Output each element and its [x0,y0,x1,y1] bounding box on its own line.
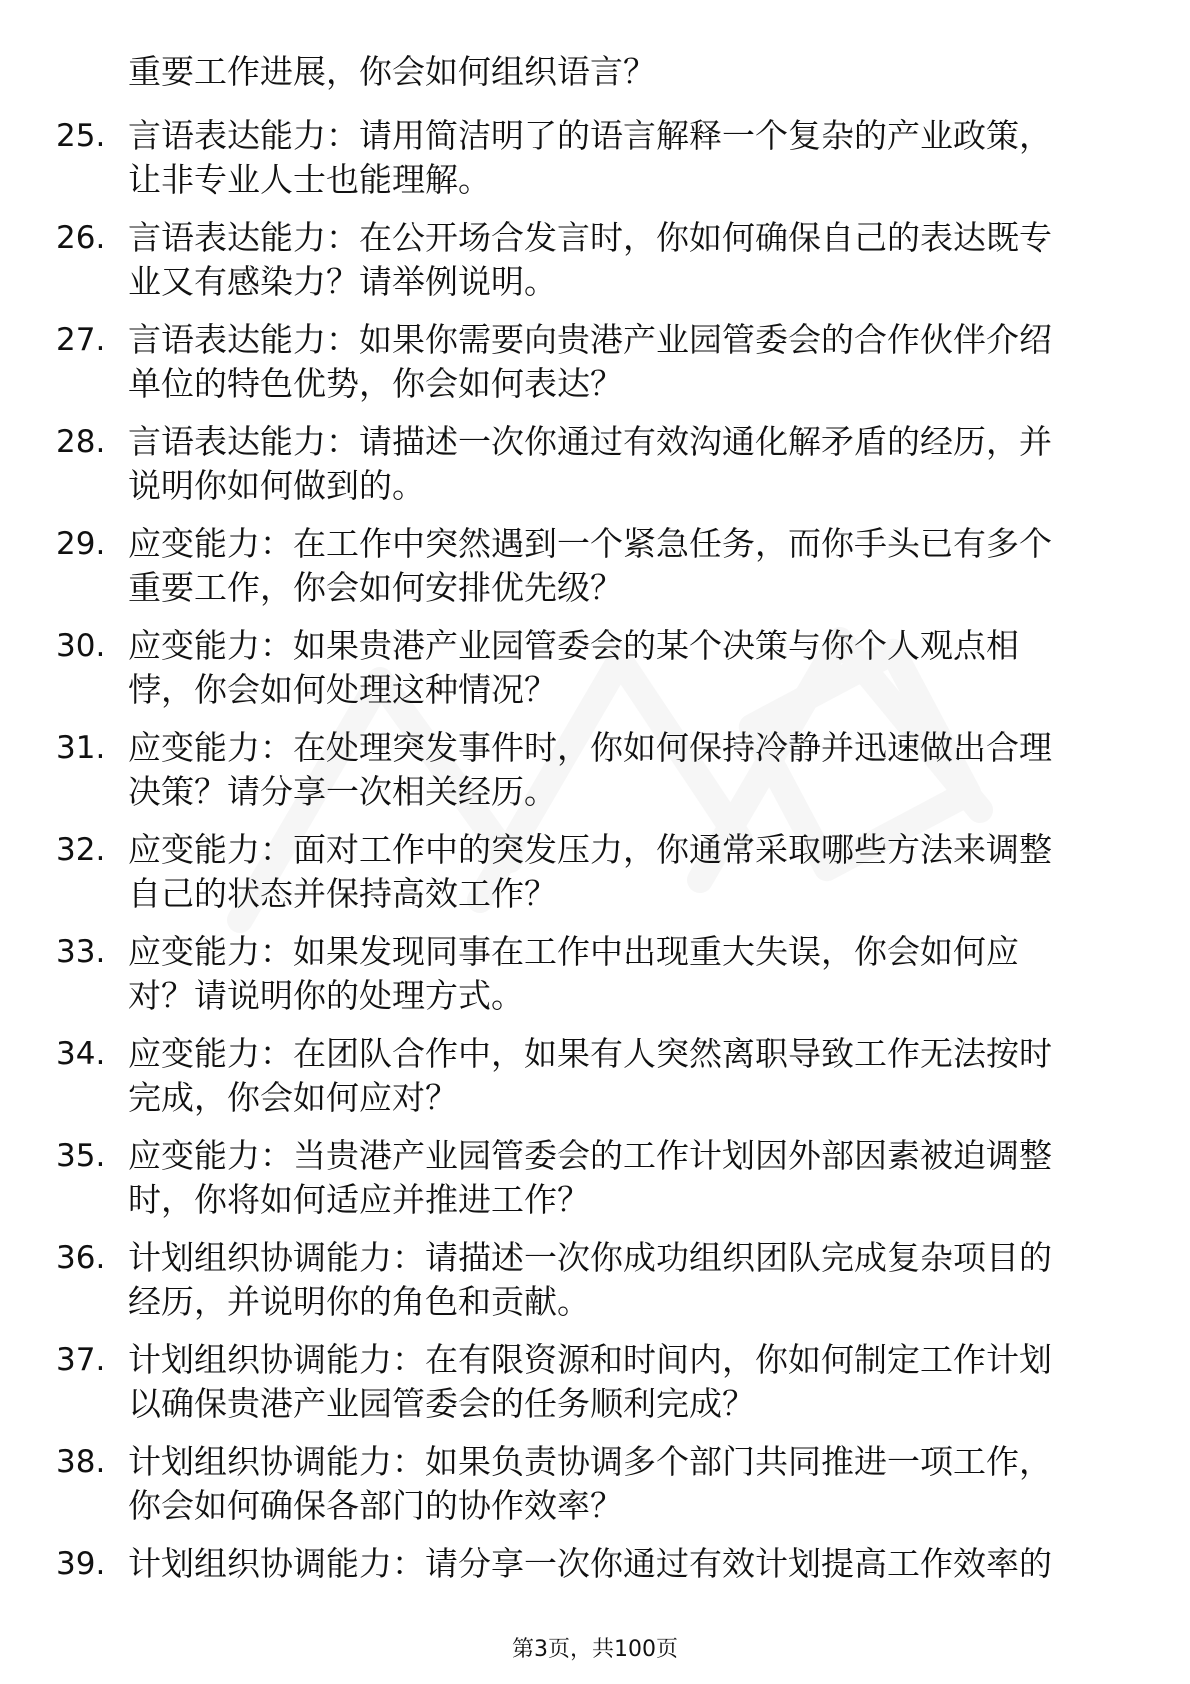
question-line: 时，你将如何适应并推进工作？ [128,1180,590,1219]
question-number: 37. [56,1342,106,1378]
question-line: 说明你如何做到的。 [128,466,425,505]
question-line: 应变能力：当贵港产业园管委会的工作计划因外部因素被迫调整 [128,1136,1052,1175]
question-list [0,108,1190,1638]
question-item [0,1026,1190,1128]
question-line: 计划组织协调能力：请描述一次你成功组织团队完成复杂项目的 [128,1238,1052,1277]
question-line: 重要工作，你会如何安排优先级？ [128,568,623,607]
question-text [128,522,1118,610]
question-line: 完成，你会如何应对？ [128,1078,458,1117]
question-line: 经历，并说明你的角色和贡献。 [128,1282,590,1321]
question-number: 38. [56,1444,106,1480]
question-item [0,1332,1190,1434]
question-number: 30. [56,628,106,664]
question-text [128,828,1118,916]
question-number: 27. [56,322,106,358]
question-text [128,1134,1118,1222]
question-line: 计划组织协调能力：请分享一次你通过有效计划提高工作效率的 [128,1544,1052,1583]
question-number: 31. [56,730,106,766]
question-text [128,114,1118,202]
question-item [0,1434,1190,1536]
continuation-text: 重要工作进展，你会如何组织语言？ [128,52,656,91]
question-line: 言语表达能力：在公开场合发言时，你如何确保自己的表达既专 [128,218,1052,257]
question-text [128,1440,1118,1528]
question-line: 计划组织协调能力：在有限资源和时间内，你如何制定工作计划 [128,1340,1052,1379]
question-number: 35. [56,1138,106,1174]
question-line: 你会如何确保各部门的协作效率？ [128,1486,623,1525]
question-item [0,312,1190,414]
question-number: 32. [56,832,106,868]
question-item [0,414,1190,516]
question-line: 应变能力：如果发现同事在工作中出现重大失误，你会如何应 [128,932,1019,971]
question-text [128,216,1118,304]
question-line: 言语表达能力：请用简洁明了的语言解释一个复杂的产业政策， [128,116,1052,155]
question-line: 言语表达能力：请描述一次你通过有效沟通化解矛盾的经历，并 [128,422,1052,461]
question-number: 34. [56,1036,106,1072]
question-item [0,1128,1190,1230]
question-item [0,822,1190,924]
question-line: 自己的状态并保持高效工作？ [128,874,557,913]
question-line: 让非专业人士也能理解。 [128,160,491,199]
question-number: 39. [56,1546,106,1582]
question-item [0,924,1190,1026]
question-line: 应变能力：在工作中突然遇到一个紧急任务，而你手头已有多个 [128,524,1052,563]
question-text [128,930,1118,1018]
page-footer: 第3页，共100页 [512,1637,678,1662]
question-line: 应变能力：面对工作中的突发压力，你通常采取哪些方法来调整 [128,830,1052,869]
question-line: 应变能力：如果贵港产业园管委会的某个决策与你个人观点相 [128,626,1019,665]
question-item [0,516,1190,618]
question-text [128,1542,1118,1586]
question-item [0,210,1190,312]
question-line: 业又有感染力？请举例说明。 [128,262,557,301]
question-line: 应变能力：在处理突发事件时，你如何保持冷静并迅速做出合理 [128,728,1052,767]
question-text [128,318,1118,406]
question-number: 36. [56,1240,106,1276]
question-number: 25. [56,118,106,154]
question-line: 以确保贵港产业园管委会的任务顺利完成？ [128,1384,755,1423]
question-number: 33. [56,934,106,970]
question-line: 单位的特色优势，你会如何表达？ [128,364,623,403]
question-line: 悖，你会如何处理这种情况？ [128,670,557,709]
question-item [0,1230,1190,1332]
question-item [0,720,1190,822]
question-text [128,1236,1118,1324]
question-text [128,1338,1118,1426]
question-text [128,726,1118,814]
question-line: 对？请说明你的处理方式。 [128,976,524,1015]
question-number: 28. [56,424,106,460]
question-line: 应变能力：在团队合作中，如果有人突然离职导致工作无法按时 [128,1034,1052,1073]
question-item [0,618,1190,720]
question-number: 29. [56,526,106,562]
question-text [128,624,1118,712]
question-item [0,1536,1190,1638]
question-text [128,420,1118,508]
question-number: 26. [56,220,106,256]
question-line: 言语表达能力：如果你需要向贵港产业园管委会的合作伙伴介绍 [128,320,1052,359]
question-item [0,108,1190,210]
question-line: 计划组织协调能力：如果负责协调多个部门共同推进一项工作， [128,1442,1052,1481]
question-text [128,1032,1118,1120]
question-line: 决策？请分享一次相关经历。 [128,772,557,811]
